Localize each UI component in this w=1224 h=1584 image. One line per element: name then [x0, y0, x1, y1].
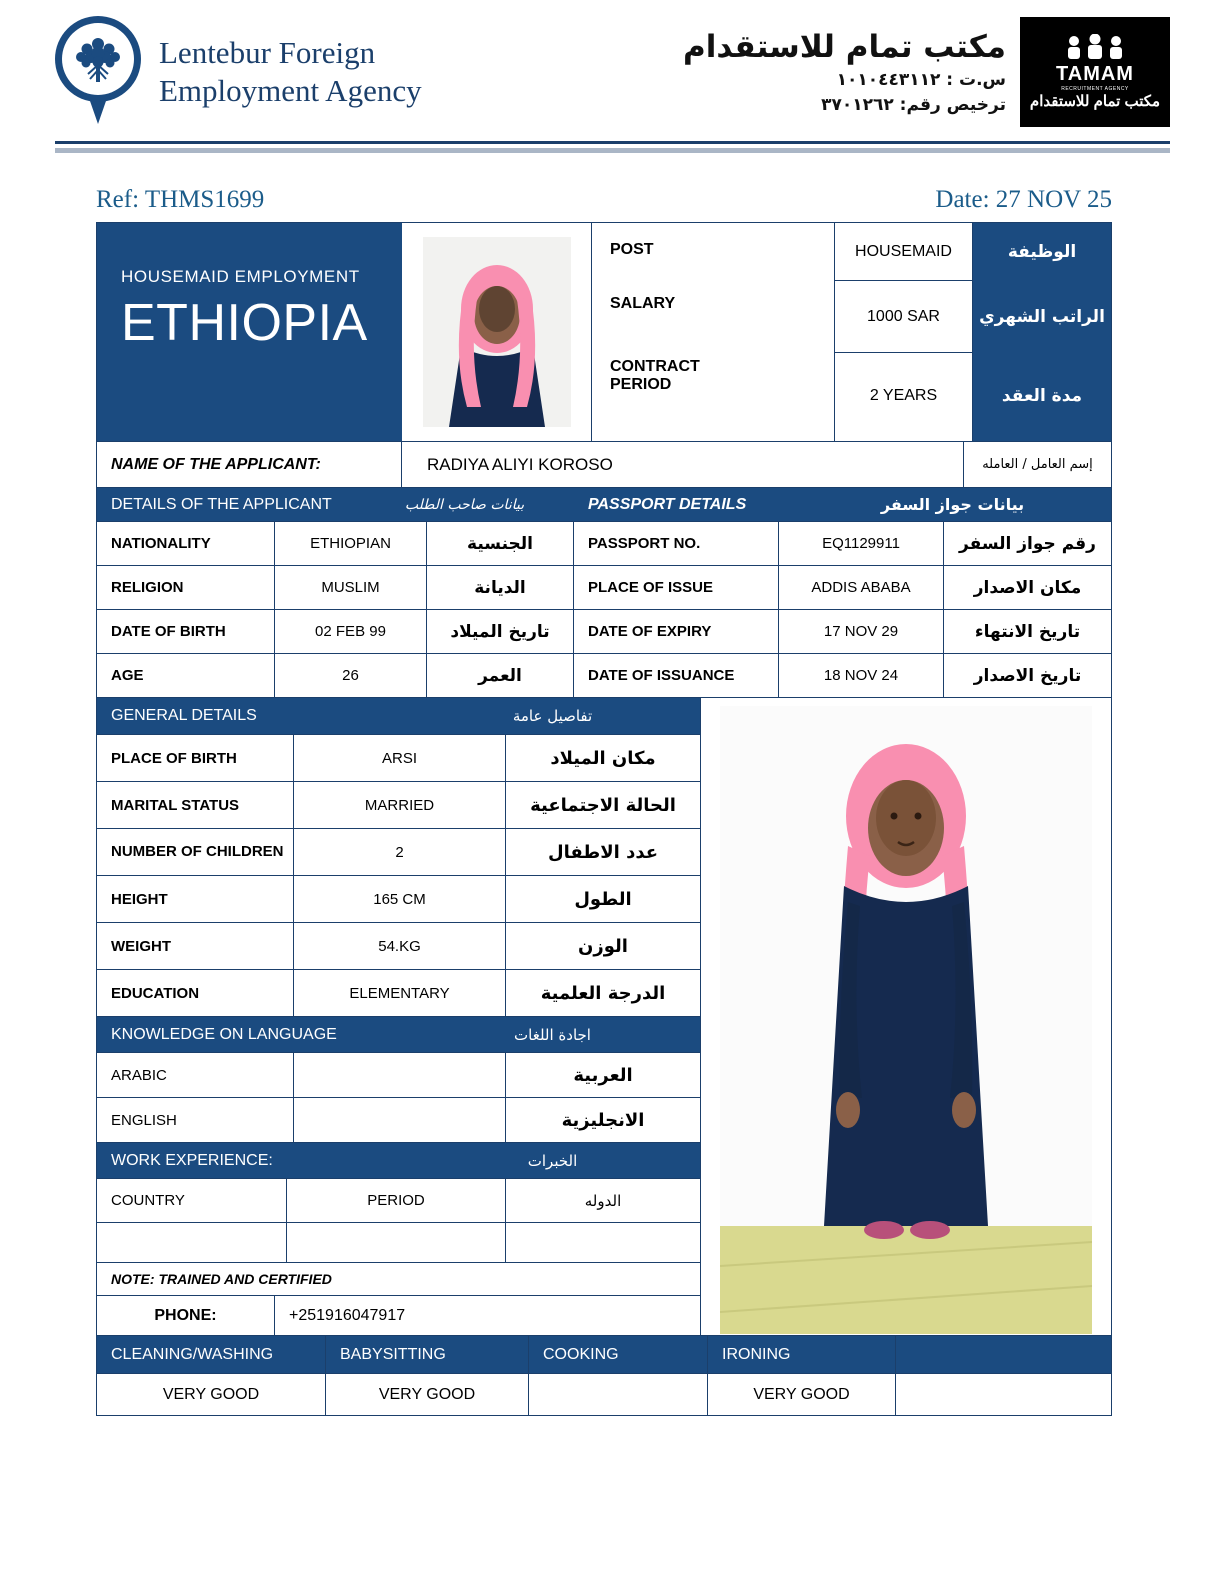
contract-period-value: 2 YEARS — [869, 387, 938, 404]
language-header-label: KNOWLEDGE ON LANGUAGE — [111, 1025, 337, 1043]
skill-header-cleaning: CLEANING/WASHING — [97, 1336, 326, 1373]
date-of-birth-value: 02 FEB 99 — [275, 610, 427, 653]
skill-value-babysitting: VERY GOOD — [326, 1373, 529, 1415]
stamp-subtitle: RECRUITMENT AGENCY — [1061, 86, 1129, 92]
table-row — [97, 828, 700, 875]
arabic-language-arabic: العربية — [573, 1064, 633, 1086]
nationality-label: NATIONALITY — [97, 522, 275, 565]
applicant-photo-large — [720, 706, 1092, 1334]
religion-arabic: الديانة — [427, 566, 574, 609]
weight-label: WEIGHT — [97, 923, 294, 969]
table-row — [97, 609, 1111, 653]
salary-value: 1000 SAR — [835, 281, 972, 353]
post-title-block — [97, 223, 402, 441]
date-of-expiry-value: 17 NOV 29 — [779, 610, 944, 653]
top-band — [97, 223, 1111, 441]
english-language-label: ENGLISH — [97, 1098, 294, 1142]
header-divider-thick — [55, 141, 1170, 144]
language-header-arabic: اجادة اللغات — [514, 1025, 591, 1044]
table-row — [97, 922, 700, 969]
passport-no-arabic: رقم جواز السفر — [959, 533, 1096, 554]
date-of-issuance-arabic: تاريخ الاصدار — [973, 665, 1082, 686]
table-row — [97, 565, 1111, 609]
applicant-photo-large-cell — [701, 698, 1111, 1335]
contract-period-label-arabic: مدة العقد — [1001, 386, 1083, 406]
skill-header-cooking: COOKING — [529, 1336, 708, 1373]
people-icon — [1064, 34, 1126, 60]
document-date: Date: 27 NOV 25 — [935, 186, 1112, 213]
passport-no-value: EQ1129911 — [779, 522, 944, 565]
applicant-name-label: NAME OF THE APPLICANT: — [97, 442, 402, 487]
reference-number: Ref: THMS1699 — [96, 186, 265, 213]
religion-label: RELIGION — [97, 566, 275, 609]
place-of-issue-arabic: مكان الاصدار — [973, 577, 1082, 598]
education-value: ELEMENTARY — [294, 970, 506, 1016]
date-of-expiry-arabic: تاريخ الانتهاء — [974, 621, 1081, 642]
employment-subtitle: HOUSEMAID EMPLOYMENT — [121, 267, 360, 286]
number-of-children-label: NUMBER OF CHILDREN — [97, 829, 294, 875]
weight-value: 54.KG — [294, 923, 506, 969]
reference-row — [96, 186, 1112, 214]
date-of-birth-label: DATE OF BIRTH — [97, 610, 275, 653]
table-row — [97, 1052, 700, 1097]
table-row — [97, 875, 700, 922]
cv-sheet — [96, 222, 1112, 1416]
lower-section — [97, 697, 1111, 1335]
document-header — [55, 8, 1170, 136]
marital-status-value: MARRIED — [294, 782, 506, 828]
arabic-language-value — [294, 1053, 506, 1097]
nationality-value: ETHIOPIAN — [275, 522, 427, 565]
agency-name-line1: Lentebur Foreign — [159, 35, 376, 70]
phone-label: PHONE: — [97, 1296, 275, 1335]
skill-header-extra — [896, 1336, 1111, 1373]
note-text: NOTE: TRAINED AND CERTIFIED — [97, 1262, 700, 1295]
table-row — [97, 781, 700, 828]
english-language-arabic: الانجليزية — [561, 1109, 645, 1131]
marital-status-arabic: الحالة الاجتماعية — [530, 794, 676, 816]
table-row — [97, 1222, 700, 1262]
country-title: ETHIOPIA — [121, 294, 368, 352]
details-passport-header — [97, 487, 1111, 521]
header-divider-thin — [55, 148, 1170, 153]
height-value: 165 CM — [294, 876, 506, 922]
date-of-issuance-value: 18 NOV 24 — [779, 654, 944, 697]
passport-header-arabic: بيانات جواز السفر — [880, 495, 1025, 514]
agency-brand — [55, 16, 422, 128]
skill-value-cleaning: VERY GOOD — [97, 1373, 326, 1415]
applicant-photo-small-cell — [402, 223, 592, 441]
arabic-language-label: ARABIC — [97, 1053, 294, 1097]
date-of-birth-arabic: تاريخ الميلاد — [427, 610, 574, 653]
skills-header-row — [97, 1335, 1111, 1373]
place-of-birth-arabic: مكان الميلاد — [550, 747, 656, 769]
age-arabic: العمر — [427, 654, 574, 697]
tree-icon — [72, 32, 124, 86]
agency-arabic-block — [683, 29, 1006, 115]
date-of-issuance-label: DATE OF ISSUANCE — [574, 654, 779, 697]
table-row — [97, 653, 1111, 697]
english-language-value — [294, 1098, 506, 1142]
agency-name-line2: Employment Agency — [159, 73, 422, 108]
general-details-arabic: تفاصيل عامة — [512, 707, 593, 725]
age-label: AGE — [97, 654, 275, 697]
work-period-value — [287, 1223, 506, 1262]
education-label: EDUCATION — [97, 970, 294, 1016]
work-experience-label: WORK EXPERIENCE: — [111, 1151, 273, 1169]
contract-period-label: CONTRACT PERIOD — [610, 358, 700, 393]
skill-header-babysitting: BABYSITTING — [326, 1336, 529, 1373]
post-label: POST — [610, 241, 654, 258]
general-details-header — [97, 698, 700, 734]
passport-header-label: PASSPORT DETAILS — [588, 495, 747, 513]
number-of-children-arabic: عدد الاطفال — [547, 841, 659, 863]
left-column — [97, 698, 701, 1335]
skill-value-cooking — [529, 1373, 708, 1415]
tree-logo-icon — [55, 16, 141, 128]
work-arabic-header: الدوله — [584, 1191, 622, 1210]
height-arabic: الطول — [574, 888, 632, 910]
passport-no-label: PASSPORT NO. — [574, 522, 779, 565]
post-arabic-labels — [973, 223, 1111, 441]
salary-label-arabic: الراتب الشهري — [979, 307, 1105, 327]
language-header — [97, 1016, 700, 1052]
date-of-expiry-label: DATE OF EXPIRY — [574, 610, 779, 653]
work-experience-arabic: الخبرات — [527, 1151, 578, 1170]
agency-name — [159, 34, 422, 110]
post-labels — [592, 223, 835, 441]
general-details-label: GENERAL DETAILS — [111, 707, 257, 724]
work-country-header: COUNTRY — [97, 1179, 287, 1222]
place-of-birth-value: ARSI — [294, 735, 506, 781]
stamp-name: TAMAM — [1056, 63, 1134, 85]
place-of-issue-value: ADDIS ABABA — [779, 566, 944, 609]
education-arabic: الدرجة العلمية — [540, 982, 666, 1004]
place-of-issue-label: PLACE OF ISSUE — [574, 566, 779, 609]
table-row — [97, 521, 1111, 565]
applicant-name-label-arabic: إسم العامل / العامله — [982, 457, 1093, 472]
weight-arabic: الوزن — [578, 935, 628, 957]
nationality-arabic: الجنسية — [427, 522, 574, 565]
post-label-arabic: الوظيفة — [1007, 242, 1077, 262]
details-header-arabic: بيانات صاحب الطلب — [404, 496, 525, 513]
applicant-name-value: RADIYA ALIYI KOROSO — [402, 442, 964, 487]
post-values — [835, 223, 973, 441]
post-value: HOUSEMAID — [835, 223, 972, 281]
details-header-label: DETAILS OF THE APPLICANT — [111, 495, 332, 513]
skill-value-ironing: VERY GOOD — [708, 1373, 896, 1415]
age-value: 26 — [275, 654, 427, 697]
stamp-arabic: مكتب تمام للاستقدام — [1029, 93, 1161, 110]
table-row — [97, 969, 700, 1016]
salary-label: SALARY — [610, 295, 676, 312]
tamam-stamp — [1020, 17, 1170, 127]
phone-row — [97, 1295, 700, 1335]
table-row — [97, 1097, 700, 1142]
work-experience-header — [97, 1142, 700, 1178]
agency-cr-number: س.ت : ١٠١٠٤٤٣١١٢ — [836, 70, 1006, 90]
work-experience-columns — [97, 1178, 700, 1222]
applicant-photo-small — [423, 237, 571, 427]
agency-license-number: ترخيص رقم: ٣٧٠١٢٦٢ — [821, 95, 1006, 115]
phone-value: +251916047917 — [289, 1306, 406, 1324]
place-of-birth-label: PLACE OF BIRTH — [97, 735, 294, 781]
number-of-children-value: 2 — [294, 829, 506, 875]
skills-values-row — [97, 1373, 1111, 1415]
table-row — [97, 734, 700, 781]
work-period-header: PERIOD — [287, 1179, 506, 1222]
skill-value-extra — [896, 1373, 1111, 1415]
agency-arabic-title: مكتب تمام للاستقدام — [683, 29, 1006, 65]
marital-status-label: MARITAL STATUS — [97, 782, 294, 828]
religion-value: MUSLIM — [275, 566, 427, 609]
height-label: HEIGHT — [97, 876, 294, 922]
applicant-name-row — [97, 441, 1111, 487]
work-country-value — [97, 1223, 287, 1262]
skill-header-ironing: IRONING — [708, 1336, 896, 1373]
work-arabic-value — [506, 1223, 700, 1262]
